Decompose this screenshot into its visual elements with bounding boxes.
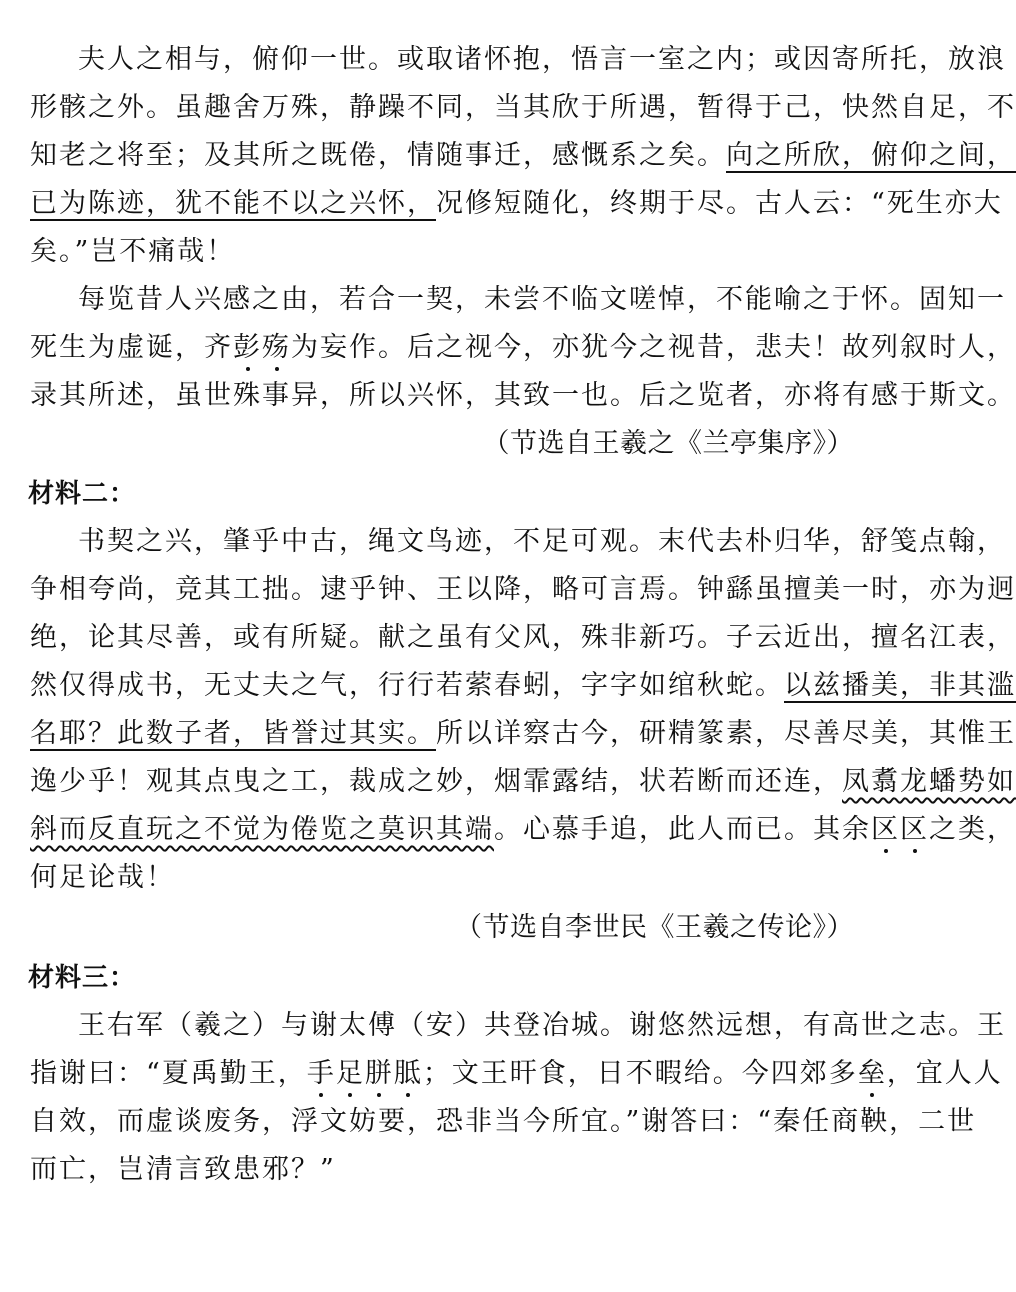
m1-line-4 [30, 184, 1003, 224]
m3-line-2 [30, 1054, 1003, 1094]
m2-wavy-phrase-2: 斜而反直玩之不觉为倦览之莫识其端 [30, 814, 494, 845]
m3-line-2-text-a: 指谢曰：“夏禹勤王， [30, 1058, 307, 1089]
m2-line-5 [30, 714, 1016, 754]
m2-line-5-text: 所以详察古今，研精篆素，尽善尽美，其惟王 [436, 718, 1016, 749]
m2-wavy-phrase-1: 凤翥龙蟠势如 [842, 766, 1016, 797]
m2-line-6 [30, 762, 1016, 802]
m1-p2-line-1: 每览昔人兴感之由，若合一契，未尝不临文嗟悼，不能喻之于怀。固知一 [78, 284, 1006, 315]
m2-line-3: 绝，论其尽善，或有所疑。献之虽有父风，殊非新巧。子云近出，擅名江表， [30, 622, 1016, 653]
m2-line-7 [30, 810, 1016, 850]
dotted-char-pian: 胼 [364, 1058, 394, 1089]
m3-line-2-text-b: ；文王旰食，日不暇给。今四郊多 [422, 1058, 858, 1089]
m2-line-7-text-b: 之类， [929, 814, 1016, 845]
dotted-char-zu: 足 [335, 1058, 365, 1089]
m2-line-4 [30, 666, 1016, 706]
m1-source: （节选自王羲之《兰亭集序》） [482, 428, 854, 459]
m1-p2-line-2 [30, 328, 1016, 368]
m1-underlined-phrase-2: 已为陈迹，犹不能不以之兴怀， [30, 188, 436, 219]
m3-line-2-text-c: ，宜人人 [886, 1058, 1003, 1089]
m2-line-1: 书契之兴，肇乎中古，绳文鸟迹，不足可观。末代去朴归华，舒笺点翰， [78, 526, 1006, 557]
m2-line-7-text-a: 。心慕手追，此人而已。其余 [494, 814, 871, 845]
m1-line-2: 形骸之外。虽趣舍万殊，静躁不同，当其欣于所遇，暂得于己，快然自足，不 [30, 92, 1016, 123]
m3-line-1: 王右军（羲之）与谢太傅（安）共登冶城。谢悠然远想，有高世之志。王 [78, 1010, 1006, 1041]
dotted-char-qu-2: 区 [900, 814, 929, 845]
dotted-char-qu-1: 区 [871, 814, 900, 845]
m2-line-8: 何足论哉！ [30, 862, 175, 893]
dotted-char-lei: 垒 [857, 1058, 887, 1089]
m2-source: （节选自李世民《王羲之传论》） [455, 912, 854, 943]
dotted-char-zhi: 胝 [393, 1058, 423, 1089]
m3-heading: 材料三： [28, 963, 137, 993]
m1-line-3 [30, 136, 1016, 176]
m2-heading: 材料二： [28, 479, 137, 509]
m3-line-4: 而亡，岂清言致患邪？” [30, 1154, 336, 1185]
m1-line-5: 矣。”岂不痛哉！ [30, 236, 236, 267]
dotted-char-shang: 殇 [262, 332, 291, 363]
m2-underlined-phrase-1: 以兹播美，非其滥 [784, 670, 1016, 701]
m1-p2-text-a: 死生为虚诞，齐 [30, 332, 233, 363]
m2-underlined-phrase-2: 名耶？此数子者，皆誉过其实。 [30, 718, 436, 749]
dotted-char-peng: 彭 [233, 332, 262, 363]
m2-line-6-text: 逸少乎！观其点曳之工，裁成之妙，烟霏露结，状若断而还连， [30, 766, 842, 797]
m2-line-2: 争相夸尚，竞其工拙。逮乎钟、王以降，略可言焉。钟繇虽擅美一时，亦为迥 [30, 574, 1016, 605]
m1-line-4-text: 况修短随化，终期于尽。古人云：“死生亦大 [436, 188, 1003, 219]
m1-p2-line-3: 录其所述，虽世殊事异，所以兴怀，其致一也。后之览者，亦将有感于斯文。 [30, 380, 1016, 411]
m3-line-3: 自效，而虚谈废务，浮文妨要，恐非当今所宜。”谢答曰：“秦任商鞅，二世 [30, 1106, 977, 1137]
m1-underlined-phrase-1: 向之所欣，俯仰之间， [726, 140, 1016, 171]
m1-line-1: 夫人之相与，俯仰一世。或取诸怀抱，悟言一室之内；或因寄所托，放浪 [78, 44, 1006, 75]
m2-line-4-text: 然仅得成书，无丈夫之气，行行若萦春蚓，字字如绾秋蛇。 [30, 670, 784, 701]
m1-line-3-text: 知老之将至；及其所之既倦，情随事迁，感慨系之矣。 [30, 140, 726, 171]
dotted-char-shou: 手 [306, 1058, 336, 1089]
m1-p2-text-b: 为妄作。后之视今，亦犹今之视昔，悲夫！故列叙时人， [291, 332, 1016, 363]
